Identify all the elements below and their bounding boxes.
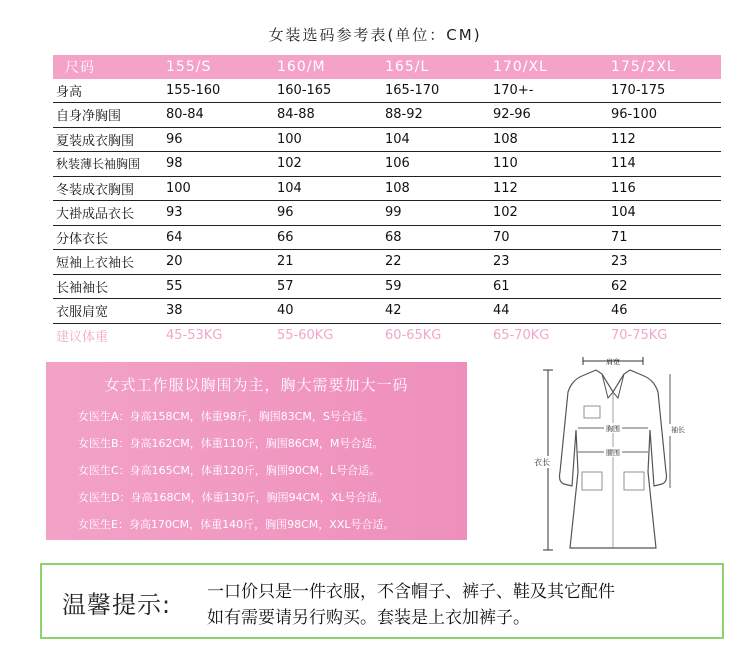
- table-cell: 114: [608, 152, 721, 177]
- shoulder-label: 肩宽: [606, 358, 620, 366]
- header-cell: 165/L: [382, 55, 490, 79]
- table-row: [53, 274, 721, 299]
- table-cell: 40: [274, 299, 382, 324]
- header-cell: 160/M: [274, 55, 382, 79]
- table-cell: 165-170: [382, 79, 490, 103]
- table-cell: 22: [382, 250, 490, 275]
- table-row: [53, 152, 721, 177]
- fit-examples-heading: 女式工作服以胸围为主，胸大需要加大一码: [104, 376, 409, 394]
- table-cell: 66: [274, 225, 382, 250]
- row-label: 夏装成衣胸围: [53, 127, 163, 152]
- table-cell: 20: [163, 250, 274, 275]
- table-cell: 98: [163, 152, 274, 177]
- row-label: 衣服肩宽: [53, 299, 163, 324]
- row-label: 冬装成衣胸围: [53, 176, 163, 201]
- table-row: [53, 299, 721, 324]
- size-table: [53, 55, 721, 347]
- table-cell: 106: [382, 152, 490, 177]
- table-cell: 55-60KG: [277, 327, 334, 343]
- table-cell: 160-165: [274, 79, 382, 103]
- table-cell: 93: [163, 201, 274, 226]
- table-row: [53, 127, 721, 152]
- fit-example-line: 女医生E：身高170CM，体重140斤，胸围98CM，XXL号合适。: [78, 518, 395, 531]
- table-cell: 44: [490, 299, 608, 324]
- table-cell: 70-75KG: [611, 327, 668, 343]
- table-cell: 46: [608, 299, 721, 324]
- table-row: [53, 79, 721, 103]
- table-cell: 62: [608, 274, 721, 299]
- table-cell: 84-88: [274, 103, 382, 128]
- table-cell: 23: [490, 250, 608, 275]
- table-row: [53, 250, 721, 275]
- table-cell: 60-65KG: [385, 327, 442, 343]
- table-cell: 100: [163, 176, 274, 201]
- row-label: 秋装薄长袖胸围: [53, 152, 163, 177]
- notice-line: 一口价只是一件衣服，不含帽子、裤子、鞋及其它配件: [207, 582, 615, 602]
- table-cell: 99: [382, 201, 490, 226]
- header-cell: 尺码: [53, 55, 163, 79]
- table-cell: 96-100: [608, 103, 721, 128]
- table-cell: 155-160: [163, 79, 274, 103]
- table-cell: 42: [382, 299, 490, 324]
- table-cell: 38: [163, 299, 274, 324]
- table-row: [53, 201, 721, 226]
- table-row: [53, 176, 721, 201]
- table-cell: 45-53KG: [166, 327, 223, 343]
- table-cell: 170-175: [608, 79, 721, 103]
- header-cell: 175/2XL: [608, 55, 721, 79]
- row-label: 身高: [53, 79, 163, 103]
- table-cell: 108: [382, 176, 490, 201]
- row-label: 分体衣长: [53, 225, 163, 250]
- recommend-row: [53, 323, 721, 347]
- notice-line: 如有需要请另行购买。套装是上衣加裤子。: [207, 608, 530, 628]
- table-cell: 57: [274, 274, 382, 299]
- table-cell: 92-96: [490, 103, 608, 128]
- table-cell: 68: [382, 225, 490, 250]
- chest-label: 胸围: [606, 425, 620, 433]
- table-cell: 96: [274, 201, 382, 226]
- table-cell: 59: [382, 274, 490, 299]
- waist-label: 腰围: [606, 449, 620, 457]
- page-title: 女装选码参考表(单位：CM): [268, 26, 482, 44]
- table-cell: 21: [274, 250, 382, 275]
- table-cell: 112: [490, 176, 608, 201]
- table-cell: 70: [490, 225, 608, 250]
- fit-example-line: 女医生C：身高165CM，体重120斤，胸围90CM，L号合适。: [78, 464, 381, 477]
- table-cell: 110: [490, 152, 608, 177]
- table-cell: 170+-: [490, 79, 608, 103]
- fit-examples-box: [46, 362, 467, 540]
- row-label: 长袖袖长: [53, 274, 163, 299]
- table-row: [53, 225, 721, 250]
- header-cell: 155/S: [163, 55, 274, 79]
- fit-example-line: 女医生D：身高168CM，体重130斤，胸围94CM，XL号合适。: [78, 491, 389, 504]
- row-label: 大褂成品衣长: [53, 201, 163, 226]
- table-cell: 104: [382, 127, 490, 152]
- row-label: 建议体重: [56, 329, 109, 345]
- table-cell: 61: [490, 274, 608, 299]
- row-label: 自身净胸围: [53, 103, 163, 128]
- table-cell: 80-84: [163, 103, 274, 128]
- notice-box: [40, 563, 724, 639]
- table-cell: 112: [608, 127, 721, 152]
- header-cell: 170/XL: [490, 55, 608, 79]
- table-cell: 102: [274, 152, 382, 177]
- fit-example-line: 女医生B：身高162CM，体重110斤，胸围86CM，M号合适。: [78, 437, 384, 450]
- table-cell: 65-70KG: [493, 327, 550, 343]
- table-cell: 23: [608, 250, 721, 275]
- table-cell: 64: [163, 225, 274, 250]
- table-cell: 108: [490, 127, 608, 152]
- table-cell: 55: [163, 274, 274, 299]
- fit-example-line: 女医生A：身高158CM，体重98斤，胸围83CM，S号合适。: [78, 410, 374, 423]
- table-cell: 102: [490, 201, 608, 226]
- coat-measurement-diagram: [520, 352, 720, 557]
- table-row: [53, 103, 721, 128]
- header-row: [53, 55, 721, 79]
- table-cell: 88-92: [382, 103, 490, 128]
- table-cell: 104: [608, 201, 721, 226]
- table-cell: 96: [163, 127, 274, 152]
- length-label: 衣长: [534, 458, 550, 467]
- table-cell: 104: [274, 176, 382, 201]
- notice-heading: 温馨提示:: [62, 591, 172, 619]
- row-label: 短袖上衣袖长: [53, 250, 163, 275]
- table-cell: 100: [274, 127, 382, 152]
- table-cell: 116: [608, 176, 721, 201]
- sleeve-label: 袖长: [671, 426, 685, 434]
- table-cell: 71: [608, 225, 721, 250]
